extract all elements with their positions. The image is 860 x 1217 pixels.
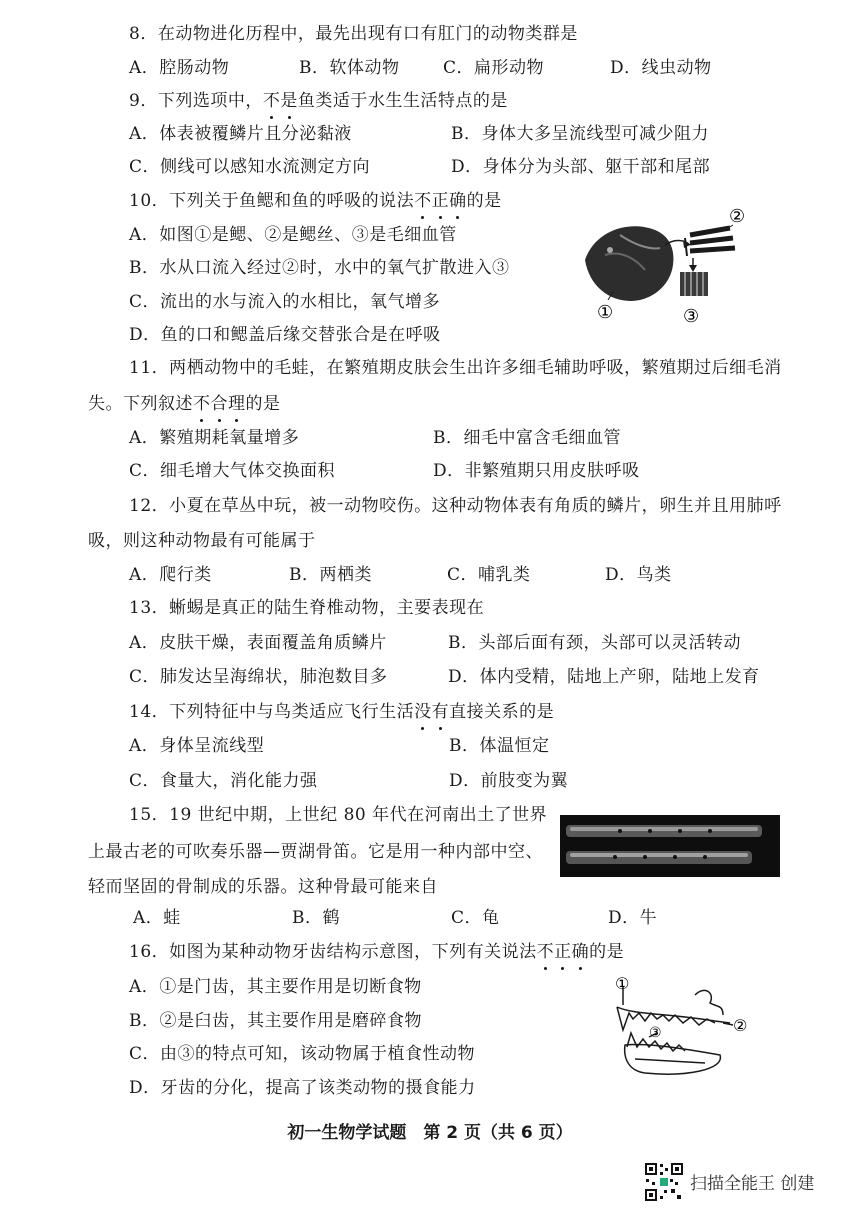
q12-option-b: B．两栖类 bbox=[289, 565, 372, 585]
q8-option-a: A．腔肠动物 bbox=[129, 58, 230, 78]
q15-stem-line1: 15．19 世纪中期，上世纪 80 年代在河南出土了世界 bbox=[129, 805, 548, 825]
q10-stem-post: 的是 bbox=[466, 191, 502, 211]
q14-stem bbox=[129, 700, 554, 724]
q9-option-b: B．身体大多呈流线型可减少阻力 bbox=[451, 124, 709, 144]
q12-stem-line1: 12．小夏在草丛中玩，被一动物咬伤。这种动物体表有角质的鳞片，卵生并且用肺呼 bbox=[129, 496, 782, 516]
page-footer: 初一生物学试题 第 2 页（共 6 页） bbox=[287, 1123, 573, 1143]
q11-stem-pre: 失。下列叙述 bbox=[88, 394, 193, 414]
q8-option-c: C．扁形动物 bbox=[443, 58, 545, 78]
q13-option-d: D．体内受精，陆地上产卵，陆地上发育 bbox=[448, 667, 760, 687]
q11-emph-1: 不 bbox=[193, 394, 211, 414]
q12-option-d: D．鸟类 bbox=[605, 565, 672, 585]
q14-emph-1: 没 bbox=[414, 702, 432, 722]
q10-stem bbox=[129, 189, 502, 213]
q13-option-a: A．皮肤干燥，表面覆盖角质鳞片 bbox=[129, 633, 387, 653]
fig10-label-2: ② bbox=[729, 206, 746, 227]
q16-emph-1: 不 bbox=[536, 942, 555, 962]
q16-option-d: D．牙齿的分化，提高了该类动物的摄食能力 bbox=[129, 1078, 476, 1098]
q11-stem-line2 bbox=[88, 392, 281, 416]
q11-stem-line1: 11．两栖动物中的毛蛙，在繁殖期皮肤会生出许多细毛辅助呼吸，繁殖期过后细毛消 bbox=[129, 358, 782, 378]
q8-stem: 8．在动物进化历程中，最先出现有口有肛门的动物类群是 bbox=[129, 24, 578, 44]
fig10-label-1: ① bbox=[597, 302, 614, 323]
q12-option-a: A．爬行类 bbox=[129, 565, 212, 585]
q10-stem-pre: 10．下列关于鱼鳃和鱼的呼吸的说法 bbox=[129, 191, 415, 211]
q8-option-d: D．线虫动物 bbox=[610, 58, 712, 78]
q16-option-a: A．①是门齿，其主要作用是切断食物 bbox=[129, 977, 422, 997]
fig10-label-3: ③ bbox=[683, 306, 700, 327]
q8-option-b: B．软体动物 bbox=[299, 58, 400, 78]
fish-gill-figure bbox=[575, 200, 755, 330]
q13-option-b: B．头部后面有颈，头部可以灵活转动 bbox=[448, 633, 741, 653]
q11-emph-3: 理 bbox=[228, 394, 246, 414]
bone-flute-photo bbox=[560, 815, 780, 877]
q14-stem-pre: 14．下列特征中与鸟类适应飞行生活 bbox=[129, 702, 415, 722]
q9-stem-pre: 9．下列选项中， bbox=[129, 91, 263, 111]
q16-stem-post: 的是 bbox=[589, 942, 625, 962]
q10-option-d: D．鱼的口和鳃盖后缘交替张合是在呼吸 bbox=[129, 325, 441, 345]
q10-option-a: A．如图①是鳃、②是鳃丝、③是毛细血管 bbox=[129, 225, 457, 245]
q10-option-b: B．水从口流入经过②时，水中的氧气扩散进入③ bbox=[129, 258, 510, 278]
q14-option-b: B．体温恒定 bbox=[449, 736, 550, 756]
q16-emph-3: 确 bbox=[571, 942, 590, 962]
q12-stem-line2: 吸，则这种动物最有可能属于 bbox=[88, 531, 316, 551]
q13-stem: 13．蜥蜴是真正的陆生脊椎动物，主要表现在 bbox=[129, 598, 485, 618]
q14-option-c: C．食量大，消化能力强 bbox=[129, 771, 318, 791]
q11-emph-2: 合 bbox=[210, 394, 228, 414]
q10-emph-1: 不 bbox=[414, 191, 432, 211]
q15-option-c: C．龟 bbox=[451, 908, 500, 928]
q16-stem-pre: 16．如图为某种动物牙齿结构示意图，下列有关说法 bbox=[129, 942, 537, 962]
q15-option-a: A．蛙 bbox=[133, 908, 181, 928]
q15-option-d: D．牛 bbox=[608, 908, 658, 928]
q16-emph-2: 正 bbox=[554, 942, 572, 962]
q9-emph-2: 是 bbox=[280, 91, 298, 111]
q9-emph-1: 不 bbox=[262, 91, 281, 111]
q9-option-c: C．侧线可以感知水流测定方向 bbox=[129, 157, 371, 177]
q15-stem-line2: 上最古老的可吹奏乐器—贾湖骨笛。它是用一种内部中空、 bbox=[88, 842, 543, 862]
q11-option-b: B．细毛中富含毛细血管 bbox=[433, 428, 621, 448]
fig16-label-1: ① bbox=[615, 975, 630, 993]
q12-option-c: C．哺乳类 bbox=[447, 565, 531, 585]
q14-option-a: A．身体呈流线型 bbox=[129, 736, 265, 756]
q16-option-b: B．②是臼齿，其主要作用是磨碎食物 bbox=[129, 1011, 422, 1031]
q14-option-d: D．前肢变为翼 bbox=[449, 771, 569, 791]
fig16-label-3: ③ bbox=[649, 1025, 662, 1041]
q10-emph-3: 确 bbox=[449, 191, 467, 211]
q10-emph-2: 正 bbox=[431, 191, 450, 211]
q14-emph-2: 有 bbox=[431, 702, 450, 722]
q10-option-c: C．流出的水与流入的水相比，氧气增多 bbox=[129, 292, 441, 312]
q15-option-b: B．鹤 bbox=[292, 908, 340, 928]
q13-option-c: C．肺发达呈海绵状，肺泡数目多 bbox=[129, 667, 388, 687]
q11-option-d: D．非繁殖期只用皮肤呼吸 bbox=[433, 461, 640, 481]
q9-stem-post: 鱼类适于水生生活特点的是 bbox=[297, 91, 508, 111]
q16-stem bbox=[129, 940, 624, 964]
q9-option-a: A．体表被覆鳞片且分泌黏液 bbox=[129, 124, 352, 144]
q9-option-d: D．身体分为头部、躯干部和尾部 bbox=[451, 157, 711, 177]
qr-code-icon bbox=[644, 1162, 684, 1202]
q11-option-c: C．细毛增大气体交换面积 bbox=[129, 461, 336, 481]
q15-stem-line3: 轻而坚固的骨制成的乐器。这种骨最可能来自 bbox=[88, 877, 438, 897]
q14-stem-post: 直接关系的是 bbox=[449, 702, 555, 722]
teeth-diagram bbox=[605, 975, 755, 1090]
q16-option-c: C．由③的特点可知，该动物属于植食性动物 bbox=[129, 1044, 476, 1064]
fig16-label-2: ② bbox=[733, 1016, 748, 1035]
q9-stem bbox=[129, 89, 508, 113]
q11-stem-post: 的是 bbox=[245, 394, 281, 414]
scanner-watermark: 扫描全能王 创建 bbox=[690, 1174, 815, 1194]
q11-option-a: A．繁殖期耗氧量增多 bbox=[129, 428, 300, 448]
